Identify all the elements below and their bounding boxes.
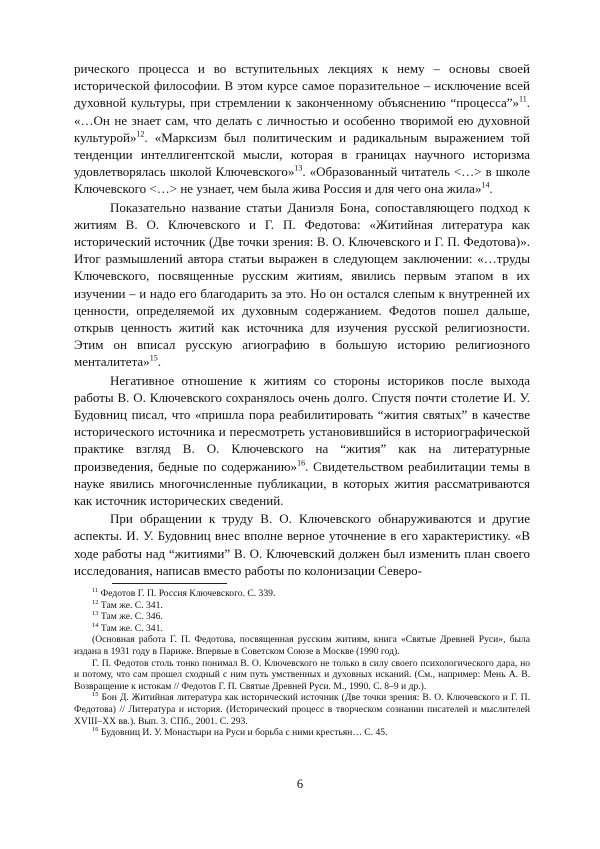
footnote [74,727,530,739]
footnote [74,588,530,600]
paragraph-text: . [157,354,161,370]
footnote [74,692,530,727]
footnote [74,658,530,693]
footnote-text: Г. П. Федотов столь тонко понимал В. О. Ключевского не только в силу своего психологического дара, но и потому, что сам прошел сходный с ним путь умственных и духовных исканий. (См., например: Мень А. В. Возвращение к истокам // Федотов Г. П. Святые Древней Руси. М., 1990. С. 8–9 и др.). [74,657,530,692]
paragraph-text: . «…Он не знает сам, что делать с личностью и особенно творимой ею духовной культурой» [74,95,530,145]
paragraph-text: . [489,181,493,197]
footnote-ref: 12 [136,129,145,139]
paragraph-text: Негативное отношение к житиям со стороны историков после выхода работы В. О. Ключевского сохранялось очень долго. Спустя почти столетие И. У. Будовниц писал, что «пришла пора реабилитировать “жития святых” в качестве исторического источника и пересмотреть установившийся в историографической практике взгляд В. О. Ключевского на “жития” как на литературные произведения, бедные по содержанию» [74,372,530,474]
footnote [74,600,530,612]
footnote [74,634,530,657]
paragraph [74,60,530,198]
footnote-mark: 13 [92,610,99,617]
page-number: 6 [296,777,304,791]
footnote-text: Федотов Г. П. Россия Ключевского. С. 339. [98,588,276,599]
footnote-mark: 11 [92,586,99,594]
main-text [74,60,530,579]
footnote-text: Будовниц И. У. Монастыри на Руси и борьба с ними крестьян… С. 45. [98,727,388,739]
footnote [74,623,530,635]
footnote-ref: 15 [149,354,158,364]
footnote-ref: 14 [481,181,490,191]
footnote-text: Бон Д. Житийная литература как исторический источник (Две точки зрения: В. О. Ключевского и Г. П. Федотова) // Литература и история. (Исторический процесс в творческом сознании писателей и мыслителей XVIII–XX вв.). Вып. 3. СПб., 2001. С. 293. [74,692,530,727]
paragraph-text: . «Образованный читатель <…> в школе Ключевского <…> не узнает, чем была жива Россия и для чего она жила» [74,164,530,197]
footnote-mark: 15 [92,691,99,699]
footnote-text: Там же. С. 341. [98,599,163,611]
footnote-ref: 13 [294,163,303,173]
paragraph-text: . «Марксизм был политическим и радикальным выражением той тенденции интеллигентской мысли, которая в границах научного историзма удовлетворялась школой Ключевского» [74,129,530,180]
footnote-ref: 16 [297,458,306,468]
footnote-text: (Основная работа Г. П. Федотова, посвященная русским житиям, книга «Святые Древней Руси», была издана в 1931 году в Париже. Впервые в Советском Союзе в Москве (1990 год). [74,634,530,657]
paragraph-text: . Свидетельством реабилитации темы в науке явились многочисленные публикации, в которых жития рассматриваются как источник исторических сведений. [74,458,530,509]
footnote-mark: 12 [92,598,99,606]
paragraph [74,372,530,510]
footnotes [74,588,530,739]
paragraph-text: рического процесса и во вступительных лекциях к нему – основы своей исторической философии. В этом курсе самое поразительное – исключение всей духовной культуры, при стремлении к законченному объяснению “процесса”» [74,61,530,111]
paragraph-text: Показательно название статьи Даниэля Бона, сопоставляющего подход к житиям В. О. Ключевского и Г. П. Федотова: «Житийная литература как исторический источник (Две точки зрения: В. О. Ключевского и Г. П. Федотова)». Итог размышлений автора статьи выражен в следующем заключении: «…труды Ключевского, посвященные русским житиям, явились первым этапом в их изучении – и надо его благодарить за это. Но он остался слепым к внутренней их ценности, определяемой их духовным содержанием. Федотов пошел дальше, открыв ценность житий как источника для изучения русской религиозности. Этим он вписал русскую агиографию в большую историю религиозного менталитета» [74,199,530,370]
paragraph [74,199,530,371]
paragraph [74,510,530,579]
paragraph-text: При обращении к труду В. О. Ключевского обнаруживаются и другие аспекты. И. У. Будовниц внес вполне верное уточнение в его характеристику. «В ходе работы над “житиями” В. О. Ключевский должен был изменить план своего исследования, написав вместо работы по колонизации Северо- [74,511,530,578]
footnote-ref: 11 [519,95,527,105]
footnote-separator [112,583,227,584]
footnote-text: Там же. С. 341. [98,622,163,634]
footnote-text: Там же. С. 346. [98,611,163,623]
footnote [74,611,530,623]
footnote-mark: 14 [92,621,99,629]
footnote-mark: 16 [92,725,99,733]
